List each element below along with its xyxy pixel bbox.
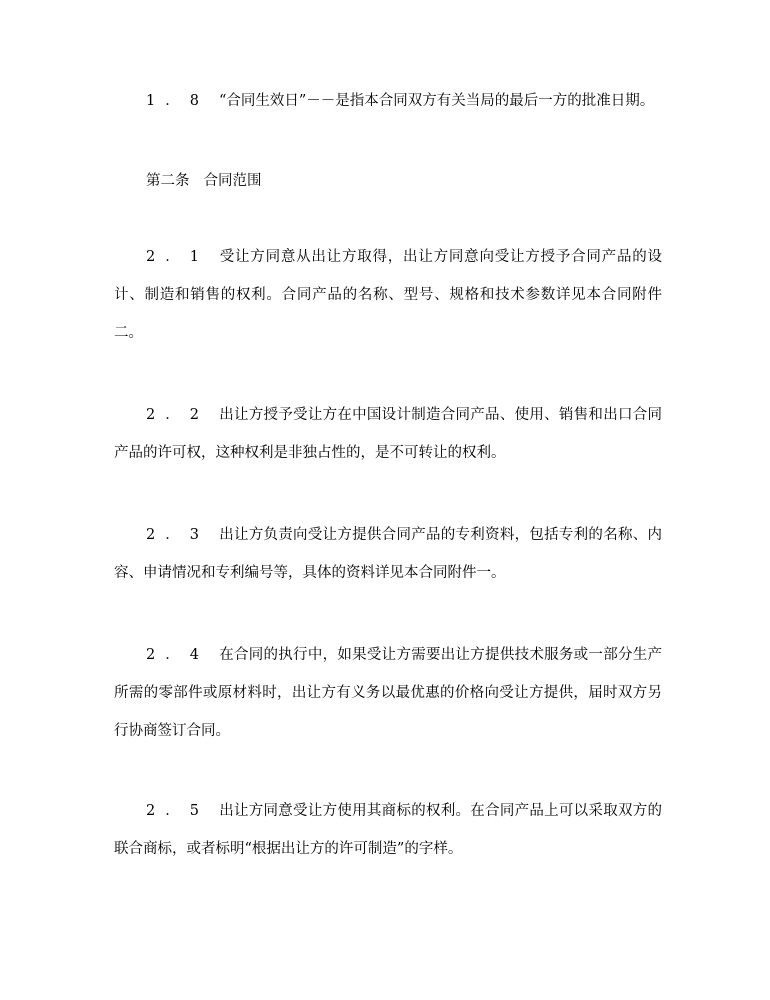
clause-1-8 [114, 82, 662, 120]
clause-number: 2．5 [146, 803, 209, 819]
clause-text: 在合同的执行中，如果受让方需要出让方提供技术服务或一部分生产所需的零部件或原材料时，出让方有义务以最优惠的价格向受让方提供，届时双方另行协商签订合同。 [114, 647, 662, 739]
clause-number: 2．3 [146, 527, 209, 543]
clause-text: 出让方同意受让方使用其商标的权利。在合同产品上可以采取双方的联合商标，或者标明“根据出让方的许可制造”的字样。 [114, 803, 662, 857]
clause-2-1 [114, 238, 662, 352]
clause-text: 出让方授予受让方在中国设计制造合同产品、使用、销售和出口合同产品的许可权，这种权利是非独占性的，是不可转让的权利。 [114, 407, 662, 461]
clause-2-2 [114, 396, 662, 472]
article-heading [146, 162, 262, 200]
article-label: 第二条 [146, 173, 190, 189]
clause-number: 2．1 [146, 249, 209, 265]
clause-number: 2．2 [146, 407, 209, 423]
clause-text: “合同生效日”－－是指本合同双方有关当局的最后一方的批准日期。 [218, 93, 655, 109]
clause-text: 出让方负责向受让方提供合同产品的专利资料，包括专利的名称、内容、申请情况和专利编号等，具体的资料详见本合同附件一。 [114, 527, 662, 581]
clause-2-3 [114, 516, 662, 592]
clause-2-4 [114, 636, 662, 750]
clause-number: 2．4 [146, 647, 209, 663]
clause-text: 受让方同意从出让方取得，出让方同意向受让方授予合同产品的设计、制造和销售的权利。合同产品的名称、型号、规格和技术参数详见本合同附件二。 [114, 249, 662, 341]
clause-2-5 [114, 792, 662, 868]
clause-number: 1．8 [146, 93, 209, 109]
article-title: 合同范围 [203, 173, 262, 189]
